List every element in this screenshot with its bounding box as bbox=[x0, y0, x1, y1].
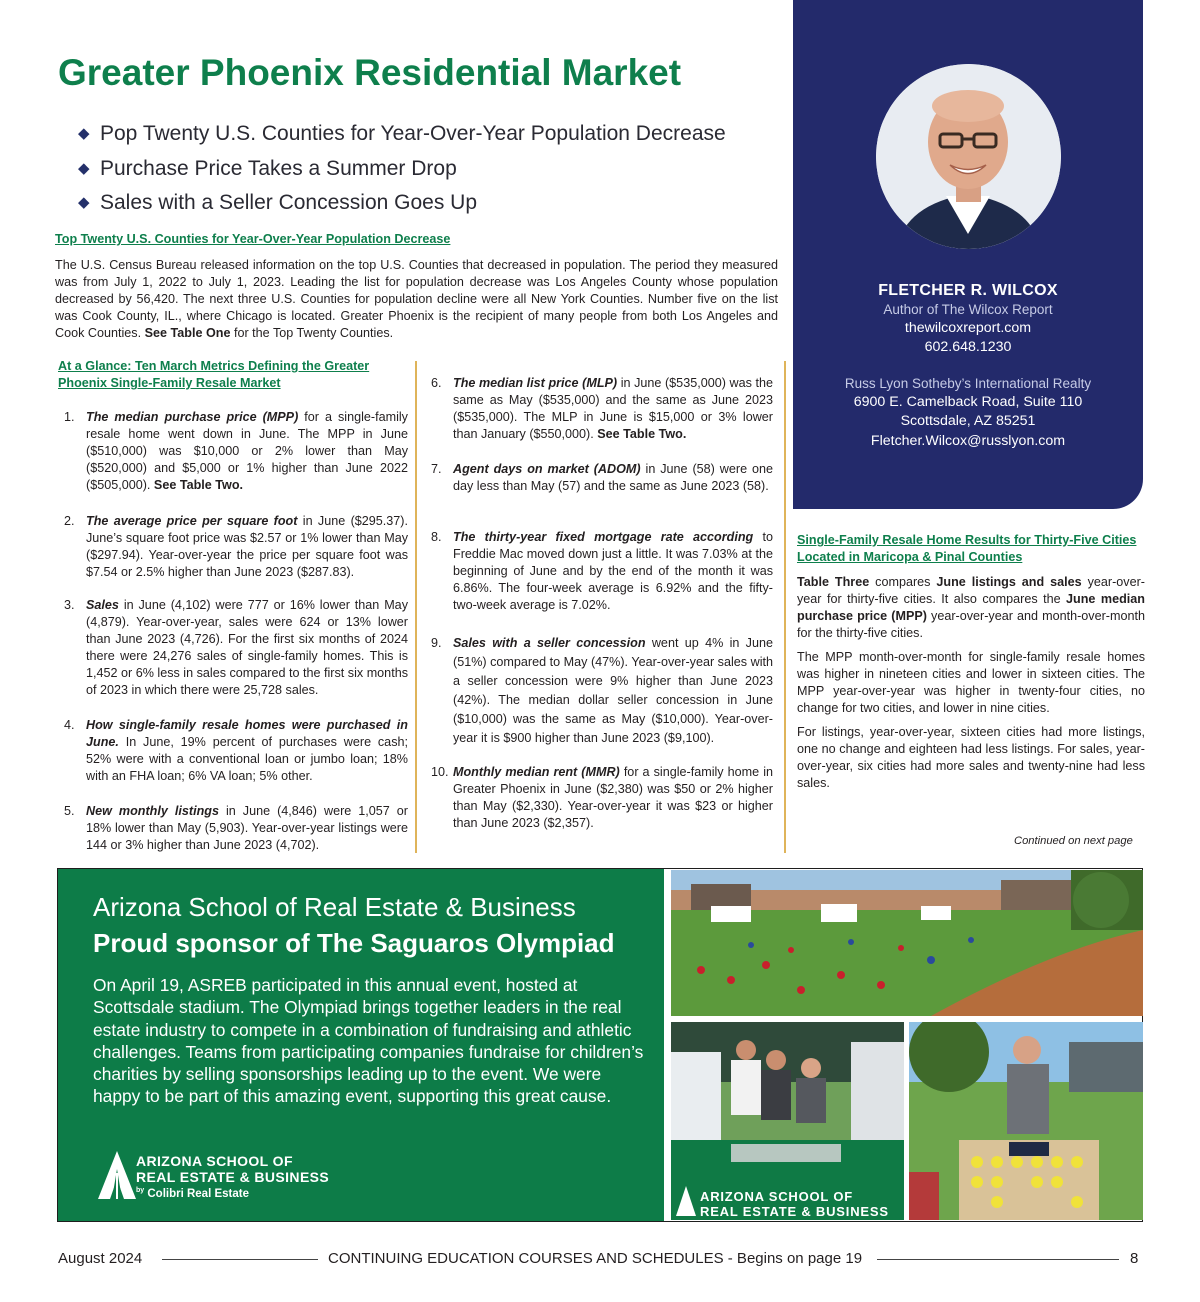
glance-heading: At a Glance: Ten March Metrics Defining the Greater Phoenix Single-Family Resale Market bbox=[58, 359, 370, 390]
bullet-item: ◆ Purchase Price Takes a Summer Drop bbox=[78, 153, 726, 188]
author-address-line1: 6900 E. Camelback Road, Suite 110 bbox=[853, 394, 1083, 410]
asreb-logo-icon bbox=[96, 1149, 138, 1201]
author-role: Author of The Wilcox Report bbox=[883, 302, 1053, 317]
author-name: FLETCHER R. WILCOX bbox=[878, 282, 1058, 299]
intro-paragraph: The U.S. Census Bureau released information on the top U.S. Counties that decreased in population. The period they measured was from July 1, 2022 to July 1, 2023. Leading the list for population decrease was Los Angeles County whose population decreased by 56,420. The next three U.S. Counties for population decline were all New York Counties. Number five on the list was Cook County, IL., where Chicago is located. Greater Phoenix is the recipient of many people from both Los Angeles and Cook Counties. See Table One for the Top Twenty Counties. bbox=[55, 258, 778, 340]
ad-body: On April 19, ASREB participated in this annual event, hosted at Scottsdale stadium. The Olympiad brings together leaders in the real estate industry to compete in a combination of fundraising and athletic challenges. Teams from participating companies fundraise for children’s charities by selling sponsorships leading up to the event. We were happy to be part of this amazing event, supporting this great cause. bbox=[93, 975, 644, 1107]
author-address-line2: Scottsdale, AZ 85251 bbox=[900, 413, 1036, 429]
metric-item: 8. The thirty-year fixed mortgage rate according to Freddie Mac moved down just a little. It was 7.03% at the beginning of June and by the end of the month it was 6.86%. The four-week average is 6.92% and the fifty-two-week average is 7.02%. bbox=[431, 530, 773, 612]
asreb-logo-text: ARIZONA SCHOOL OF REAL ESTATE & BUSINESS $^{by}$ Colibri Real Estate bbox=[136, 1153, 330, 1200]
metric-item: 6. The median list price (MLP) in June ($535,000) was the same as May ($535,000) and the same as June 2023 ($535,000). The MLP in June is $15,000 or 3% lower than January ($550,000). See Table Two. bbox=[431, 376, 773, 441]
author-portrait-image bbox=[876, 64, 1061, 249]
metric-item: 3. Sales in June (4,102) were 777 or 16% lower than May (4,879). Year-over-year, sales were 624 or 13% lower than June 2023 (4,726). For the first six months of 2024 there were 24,276 sales of single-family homes. This is 1,452 or 6% less in sales compared to the first six months of 2023 in which there were 25,728 sales. bbox=[64, 598, 408, 697]
connect-four-photo bbox=[909, 1022, 1143, 1220]
author-company: Russ Lyon Sotheby’s International Realty bbox=[844, 376, 1092, 391]
diamond-icon: ◆ bbox=[78, 194, 90, 211]
ad-sponsor-heading: Proud sponsor of The Saguaros Olympiad bbox=[93, 928, 615, 958]
footer-date: August 2024 bbox=[58, 1250, 143, 1267]
metric-item: 4. How single-family resale homes were purchased in June. In June, 19% percent of purchases were cash; 52% were with a conventional loan or jumbo loan; 18% with an FHA loan; 6% VA loan; 5% other. bbox=[64, 718, 408, 783]
continued-note: Continued on next page bbox=[1014, 835, 1133, 847]
metric-item: 7. Agent days on market (ADOM) in June (58) were one day less than May (57) and the same as June 2023 (58). bbox=[431, 462, 774, 493]
connect-four-image bbox=[909, 1022, 1143, 1220]
metric-item: 10. Monthly median rent (MMR) for a single-family home in Greater Phoenix in June ($2,380) was $50 or 2% higher than May ($2,330). Year-over-year it was $23 or higher than June 2023 ($2,357). bbox=[431, 765, 773, 830]
bullet-item: ◆ Pop Twenty U.S. Counties for Year-Over-Year Population Decrease bbox=[78, 118, 726, 153]
author-website[interactable]: thewilcoxreport.com bbox=[904, 320, 1032, 336]
footer-rule bbox=[162, 1259, 318, 1260]
ad-school-name: Arizona School of Real Estate & Business bbox=[93, 892, 576, 922]
results-heading: Single-Family Resale Home Results for Thirty-Five Cities Located in Maricopa & Pinal Counties bbox=[797, 533, 1137, 564]
results-paragraph: The MPP month-over-month for single-family resale homes was higher in nineteen cities and lower in sixteen cities. The MPP year-over-year was higher in twenty-four cities, no change for two cities, and lower in nine cities. bbox=[797, 650, 1145, 715]
results-paragraph: For listings, year-over-year, sixteen cities had more listings, one no change and eighteen had less listings. For sales, year-over-year, six cities had more sales and twenty-nine had less sales. bbox=[797, 725, 1145, 790]
author-photo bbox=[876, 64, 1061, 249]
metric-item: 2. The average price per square foot in June ($295.37). June’s square foot price was $2.57 or 1% lower than May ($297.94). Year-over-year the price per square foot was $7.54 or 2.5% higher than June 2023 ($287.83). bbox=[64, 514, 408, 579]
intro-heading: Top Twenty U.S. Counties for Year-Over-Year Population Decrease bbox=[55, 232, 451, 246]
author-phone: 602.648.1230 bbox=[924, 339, 1012, 355]
results-text bbox=[797, 574, 1145, 799]
headline-bullets bbox=[78, 118, 726, 222]
diamond-icon: ◆ bbox=[78, 125, 90, 142]
page-number: 8 bbox=[1130, 1250, 1139, 1267]
diamond-icon: ◆ bbox=[78, 159, 90, 177]
booth-banner-text: ARIZONA SCHOOL OF REAL ESTATE & BUSINESS bbox=[700, 1189, 889, 1219]
stadium-event-photo bbox=[671, 870, 1143, 1016]
footer-rule bbox=[877, 1259, 1119, 1260]
results-paragraph: Table Three compares June listings and sales year-over-year for thirty-five cities. It also compares the June median purchase price (MPP) year-over-year and month-over-month for the thirty-five cities. bbox=[797, 575, 1145, 640]
author-email[interactable]: Fletcher.Wilcox@russlyon.com bbox=[870, 433, 1066, 449]
column-divider bbox=[784, 361, 786, 853]
metric-item: 5. New monthly listings in June (4,846) were 1,057 or 18% lower than May (5,903). Year-over-year listings were 144 or 3% higher than June 2023 (4,702). bbox=[64, 804, 408, 852]
column-divider bbox=[415, 361, 417, 853]
footer-courses-note: CONTINUING EDUCATION COURSES AND SCHEDULES - Begins on page 19 bbox=[328, 1250, 863, 1267]
metric-item: 1. The median purchase price (MPP) for a single-family resale home went down in June. The MPP in June ($510,000) was $10,000 or 2% lower than May ($520,000) and $5,000 or 1% higher than June 2022 ($505,000). See Table Two. bbox=[64, 410, 408, 492]
stadium-event-image bbox=[671, 870, 1143, 1016]
metric-item: 9. Sales with a seller concession went up 4% in June (51%) compared to May (47%). Year-over-year sales with a seller concession were 9% higher than June 2023 (42%). The median dollar seller concession in June ($10,000) was the same as May ($10,000). Year-over-year it is $900 higher than June 2023 ($9,100). bbox=[431, 636, 773, 745]
page-title: Greater Phoenix Residential Market bbox=[58, 52, 682, 93]
bullet-item: ◆ Sales with a Seller Concession Goes Up bbox=[78, 187, 726, 222]
